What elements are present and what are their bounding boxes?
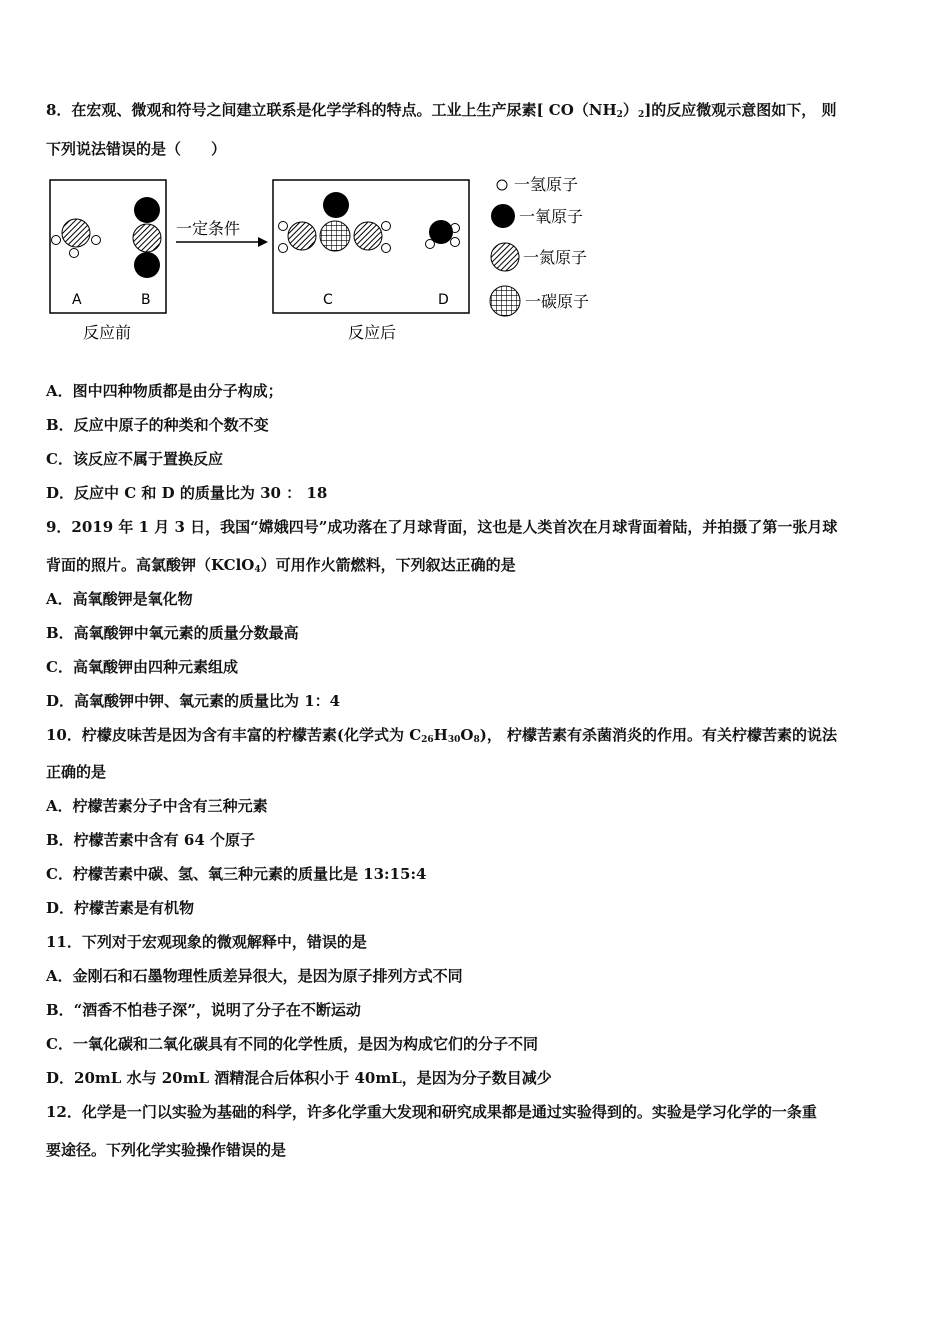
- q10-option-a: A．柠檬苦素分子中含有三种元素: [46, 797, 268, 815]
- after-caption: 反应后: [348, 323, 397, 342]
- q8-option-c: C．该反应不属于置换反应: [46, 450, 223, 468]
- q9-option-b: B．高氧酸钾中氧元素的质量分数最高: [46, 624, 299, 642]
- label-c: C: [323, 292, 333, 308]
- reaction-micro-diagram: [46, 170, 606, 350]
- q11-option-b: B．“酒香不怕巷子深”，说明了分子在不断运动: [46, 1001, 361, 1019]
- legend-carbon: 一碳原子: [525, 292, 590, 311]
- label-a: A: [72, 292, 82, 308]
- molecule-a-ammonia: [52, 219, 101, 258]
- q10-stem-line-2: 正确的是: [46, 763, 107, 781]
- label-b: B: [141, 292, 151, 308]
- q9-option-c: C．高氧酸钾由四种元素组成: [46, 658, 238, 676]
- q11-option-d: D．20mL 水与 20mL 酒精混合后体积小于 40mL，是因为分子数目减少: [46, 1069, 552, 1087]
- q11-option-c: C．一氧化碳和二氧化碳具有不同的化学性质，是因为构成它们的分子不同: [46, 1035, 538, 1053]
- legend-hydrogen: 一氢原子: [514, 175, 579, 194]
- q9-option-a: A．高氧酸钾是氧化物: [46, 590, 193, 608]
- legend-oxygen: 一氧原子: [519, 207, 584, 226]
- q11-stem: 11．下列对于宏观现象的微观解释中，错误的是: [46, 933, 367, 951]
- arrow-condition-label: 一定条件: [176, 219, 241, 238]
- q8-option-a: A．图中四种物质都是由分子构成；: [46, 382, 283, 400]
- q10-option-c: C．柠檬苦素中碳、氢、氧三种元素的质量比是 13:15:4: [46, 865, 427, 883]
- q10-option-d: D．柠檬苦素是有机物: [46, 899, 195, 917]
- q8-stem-line-2: 下列说法错误的是（ ）: [46, 140, 227, 158]
- legend: [490, 175, 589, 316]
- q9-stem-line-2: 背面的照片。高氯酸钾（KClO$_4$）可用作火箭燃料，下列叙达正确的是: [46, 556, 516, 575]
- molecule-b-carbon-dioxide: [133, 197, 161, 278]
- q12-stem-line-1: 12．化学是一门以实验为基础的科学，许多化学重大发现和研究成果都是通过实验得到的。实验是学习化学的一条重: [46, 1103, 817, 1121]
- molecule-c-urea: [279, 192, 391, 253]
- q9-stem-line-1: 9．2019 年 1 月 3 日，我国“嫦娥四号”成功落在了月球背面，这也是人类首次在月球背面着陆，并拍摄了第一张月球: [46, 518, 838, 536]
- q8-stem-line-1: 8．在宏观、微观和符号之间建立联系是化学学科的特点。工业上生产尿素[ $CO(NH_2)_2$]的反应微观示意图如下， 则: [46, 101, 837, 120]
- q11-option-a: A．金刚石和石墨物理性质差异很大，是因为原子排列方式不同: [46, 967, 463, 985]
- label-d: D: [438, 292, 449, 308]
- q12-stem-line-2: 要途径。下列化学实验操作错误的是: [46, 1141, 287, 1159]
- q10-stem-line-1: 10．柠檬皮味苦是因为含有丰富的柠檬苦素(化学式为 $C_{26}H_{30}O_8$)， 柠檬苦素有杀菌消炎的作用。有关柠檬苦素的说法: [46, 726, 838, 745]
- q10-option-b: B．柠檬苦素中含有 64 个原子: [46, 831, 255, 849]
- before-caption: 反应前: [83, 323, 132, 342]
- q8-option-b: B．反应中原子的种类和个数不变: [46, 416, 269, 434]
- q9-option-d: D．高氧酸钾中钾、氧元素的质量比为 1：4: [46, 692, 341, 710]
- molecule-d-water: [426, 220, 460, 249]
- legend-nitrogen: 一氮原子: [523, 248, 588, 267]
- arrow-head: [258, 237, 268, 247]
- q8-option-d: D．反应中 C 和 D 的质量比为 30 ： 18: [46, 484, 328, 502]
